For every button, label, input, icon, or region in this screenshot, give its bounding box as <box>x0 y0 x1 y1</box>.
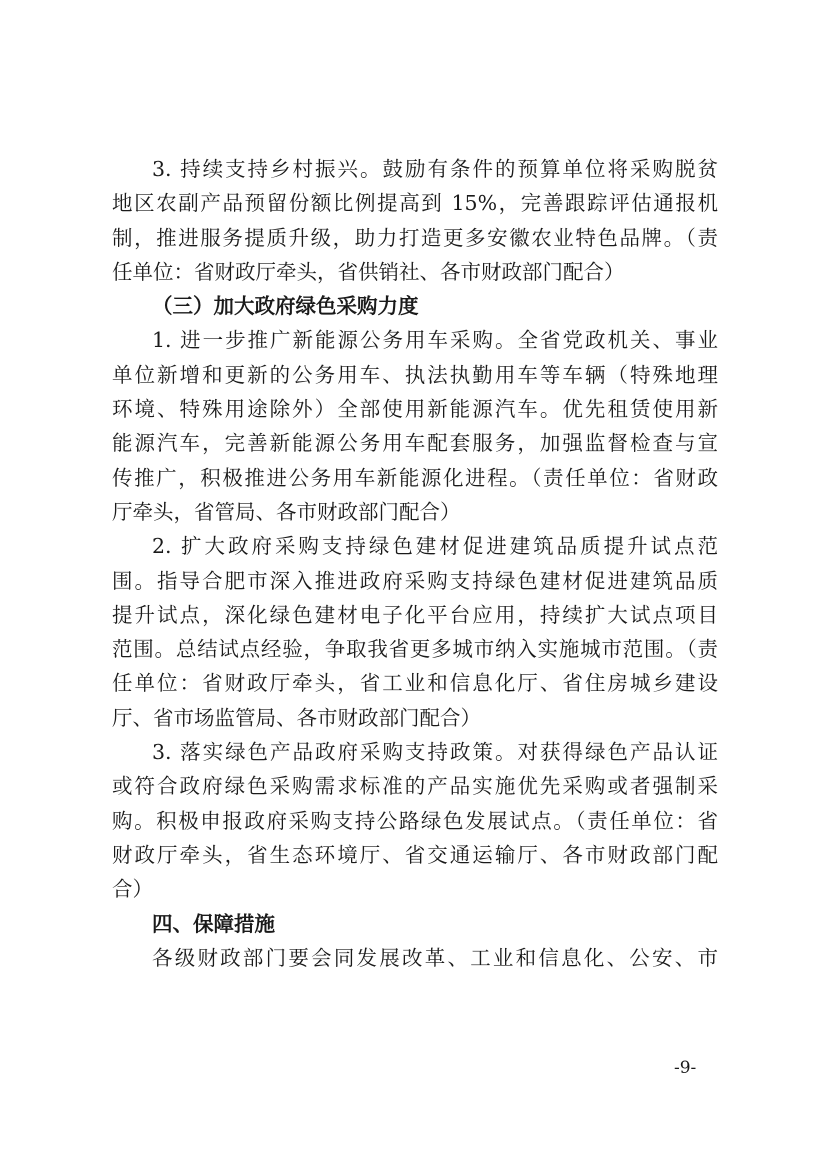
paragraph-line: 购。积极申报政府采购支持公路绿色发展试点。（责任单位：省 <box>112 808 718 833</box>
document-body <box>112 152 718 975</box>
paragraph-line: 能源汽车，完善新能源公务用车配套服务，加强监督检查与宣 <box>112 431 718 456</box>
paragraph-line: 地区农副产品预留份额比例提高到 15%，完善跟踪评估通报机 <box>112 191 718 216</box>
paragraph-line: 1. 进一步推广新能源公务用车采购。全省党政机关、事业 <box>152 328 718 353</box>
paragraph-line: 提升试点，深化绿色建材电子化平台应用，持续扩大试点项目 <box>112 602 718 627</box>
section-heading: （三）加大政府绿色采购力度 <box>152 294 419 319</box>
paragraph-line: 各级财政部门要会同发展改革、工业和信息化、公安、市 <box>152 945 718 970</box>
paragraph-line: 合） <box>112 877 153 902</box>
paragraph-line: 2. 扩大政府采购支持绿色建材促进建筑品质提升试点范 <box>152 534 718 559</box>
paragraph-line: 范围。总结试点经验，争取我省更多城市纳入实施城市范围。（责 <box>112 637 718 662</box>
paragraph-line: 单位新增和更新的公务用车、执法执勤用车等车辆（特殊地理 <box>112 362 718 387</box>
paragraph-line: 财政厅牵头，省生态环境厅、省交通运输厅、各市财政部门配 <box>112 842 718 867</box>
paragraph-line: 或符合政府绿色采购需求标准的产品实施优先采购或者强制采 <box>112 774 718 799</box>
paragraph-line: 3. 持续支持乡村振兴。鼓励有条件的预算单位将采购脱贫 <box>152 157 718 181</box>
page-number: -9- <box>674 1058 697 1078</box>
paragraph-line: 任单位：省财政厅牵头，省工业和信息化厅、省住房城乡建设 <box>112 671 718 696</box>
section-heading: 四、保障措施 <box>152 911 275 936</box>
paragraph-line: 任单位：省财政厅牵头，省供销社、各市财政部门配合） <box>112 259 625 284</box>
paragraph-line: 厅牵头，省管局、各市财政部门配合） <box>112 499 461 524</box>
paragraph-line: 传推广，积极推进公务用车新能源化进程。（责任单位：省财政 <box>112 465 718 490</box>
paragraph-line: 3. 落实绿色产品政府采购支持政策。对获得绿色产品认证 <box>152 740 718 765</box>
paragraph-line: 环境、特殊用途除外）全部使用新能源汽车。优先租赁使用新 <box>112 397 718 422</box>
paragraph-line: 厅、省市场监管局、各市财政部门配合） <box>112 705 481 730</box>
paragraph-line: 制，推进服务提质升级，助力打造更多安徽农业特色品牌。（责 <box>112 225 718 250</box>
paragraph-line: 围。指导合肥市深入推进政府采购支持绿色建材促进建筑品质 <box>112 568 718 593</box>
